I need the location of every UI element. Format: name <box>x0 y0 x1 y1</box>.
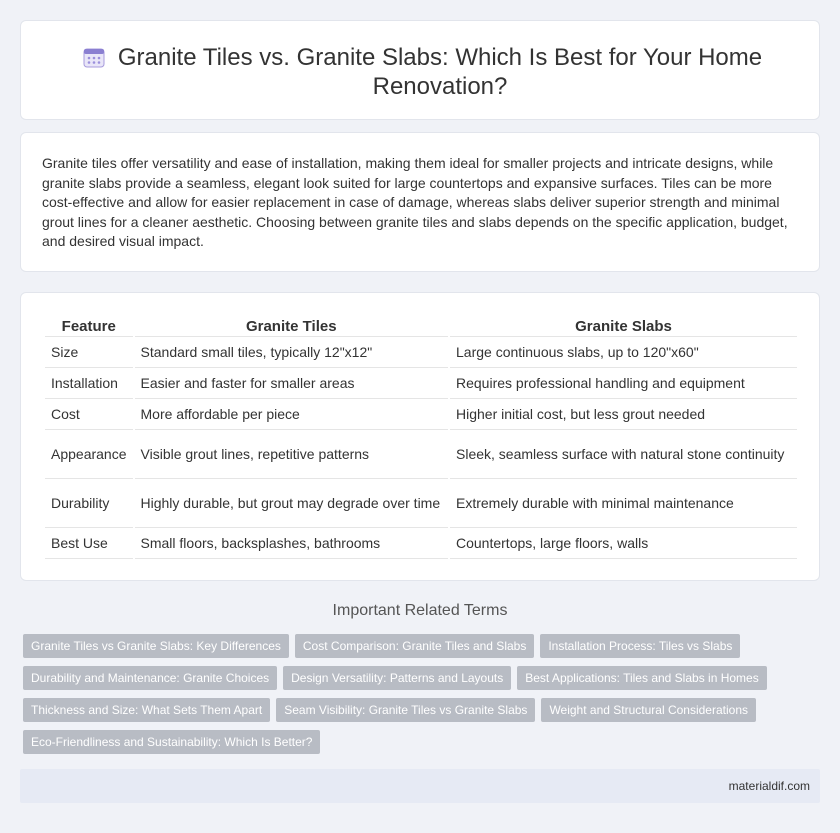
related-term-tag[interactable]: Weight and Structural Considerations <box>541 698 756 722</box>
table-row <box>45 399 797 430</box>
table-row <box>45 337 797 368</box>
related-term-tag[interactable]: Installation Process: Tiles vs Slabs <box>540 634 740 658</box>
slabs-cell: Countertops, large floors, walls <box>450 528 797 559</box>
feature-cell: Installation <box>45 368 133 399</box>
related-term-tag[interactable]: Eco-Friendliness and Sustainability: Which Is Better? <box>23 730 320 754</box>
related-term-tag[interactable]: Best Applications: Tiles and Slabs in Homes <box>517 666 766 690</box>
slabs-cell: Requires professional handling and equipment <box>450 368 797 399</box>
related-term-tag[interactable]: Thickness and Size: What Sets Them Apart <box>23 698 270 722</box>
header-granite-tiles: Granite Tiles <box>135 315 448 337</box>
related-term-tag[interactable]: Design Versatility: Patterns and Layouts <box>283 666 511 690</box>
slabs-cell: Higher initial cost, but less grout needed <box>450 399 797 430</box>
footer-bar <box>20 769 820 803</box>
footer-site-name[interactable]: materialdif.com <box>728 779 810 793</box>
table-row <box>45 528 797 559</box>
slabs-cell: Sleek, seamless surface with natural stone continuity <box>450 430 797 479</box>
related-terms-title: Important Related Terms <box>332 602 508 619</box>
related-term-tag[interactable]: Cost Comparison: Granite Tiles and Slabs <box>295 634 534 658</box>
header-granite-slabs: Granite Slabs <box>450 315 797 337</box>
comparison-table-card <box>20 292 820 581</box>
title-card <box>20 20 820 120</box>
table-row <box>45 430 797 479</box>
feature-cell: Best Use <box>45 528 133 559</box>
related-term-tag[interactable]: Granite Tiles vs Granite Slabs: Key Differences <box>23 634 289 658</box>
tiles-cell: Highly durable, but grout may degrade over time <box>135 479 448 528</box>
slabs-cell: Extremely durable with minimal maintenance <box>450 479 797 528</box>
tiles-cell: More affordable per piece <box>135 399 448 430</box>
feature-cell: Durability <box>45 479 133 528</box>
slabs-cell: Large continuous slabs, up to 120"x60" <box>450 337 797 368</box>
table-row <box>45 368 797 399</box>
tiles-cell: Easier and faster for smaller areas <box>135 368 448 399</box>
feature-cell: Cost <box>45 399 133 430</box>
feature-cell: Size <box>45 337 133 368</box>
comparison-table <box>43 315 799 559</box>
related-term-tag[interactable]: Seam Visibility: Granite Tiles vs Granite Slabs <box>276 698 535 722</box>
intro-card <box>20 132 820 272</box>
related-terms-list <box>23 634 803 762</box>
tiles-cell: Standard small tiles, typically 12"x12" <box>135 337 448 368</box>
table-header-row <box>45 315 797 337</box>
page-title: Granite Tiles vs. Granite Slabs: Which Is Best for Your Home Renovation? <box>117 44 763 100</box>
related-term-tag[interactable]: Durability and Maintenance: Granite Choices <box>23 666 277 690</box>
table-row <box>45 479 797 528</box>
tiles-cell: Small floors, backsplashes, bathrooms <box>135 528 448 559</box>
intro-paragraph: Granite tiles offer versatility and ease of installation, making them ideal for smaller projects and intricate designs, while granite slabs provide a seamless, elegant look suited for large countertops and expansive surfaces. Tiles can be more cost-effective and allow for easier replacement in case of damage, whereas slabs deliver superior strength and minimal grout lines for a cleaner aesthetic. Choosing between granite tiles and slabs depends on the specific application, budget, and desired visual impact. <box>42 155 788 249</box>
header-feature: Feature <box>45 315 133 337</box>
feature-cell: Appearance <box>45 430 133 479</box>
tiles-cell: Visible grout lines, repetitive patterns <box>135 430 448 479</box>
